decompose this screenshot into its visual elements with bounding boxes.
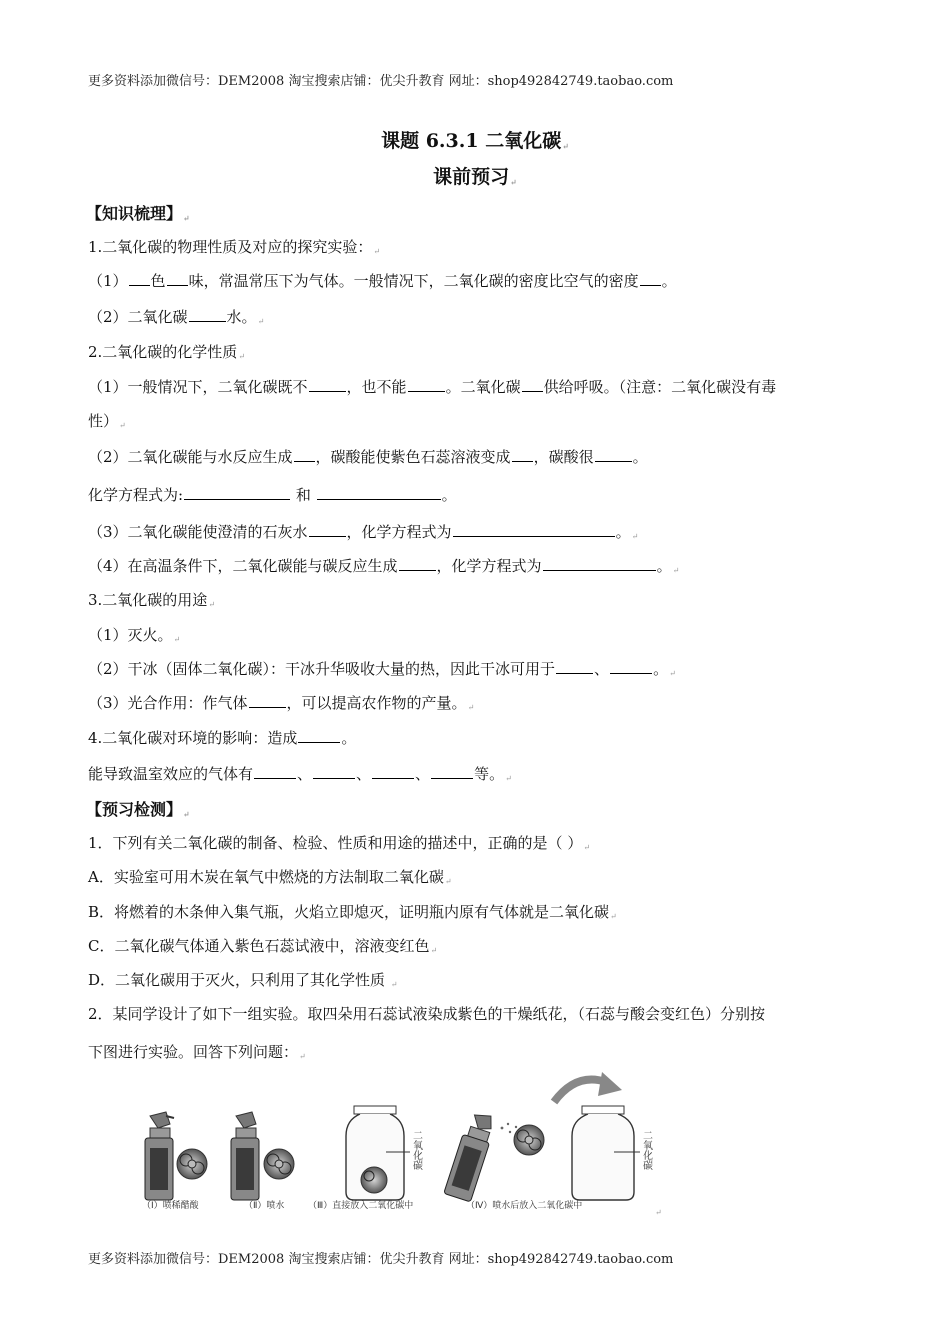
answer-blank[interactable] <box>556 660 593 674</box>
question-1-option-b: B．将燃着的木条伸入集气瓶，火焰立即熄灭，证明瓶内原有气体就是二氧化碳↵ <box>88 903 617 921</box>
answer-blank[interactable] <box>522 378 543 392</box>
answer-blank[interactable] <box>254 765 296 779</box>
page-subtitle: 课前预习↵ <box>433 166 517 188</box>
question-1-option-d: D．二氧化碳用于灭火，只利用了其化学性质 ↵ <box>88 971 398 989</box>
section-check: 【预习检测】↵ <box>86 800 190 819</box>
answer-blank[interactable] <box>313 765 355 779</box>
curved-arrow-icon <box>554 1072 622 1102</box>
caption-4: （Ⅳ）喷水后放入二氧化碳中 <box>466 1201 583 1211</box>
answer-blank[interactable] <box>298 729 340 743</box>
answer-blank[interactable] <box>595 448 632 462</box>
spray-bottle-icon <box>231 1112 259 1200</box>
answer-blank[interactable] <box>249 694 286 708</box>
paper-flower-icon <box>264 1149 294 1179</box>
caption-2: （Ⅱ）喷水 <box>244 1201 285 1211</box>
line-12: （1）灭火。↵ <box>88 626 181 644</box>
page-header: 更多资料添加微信号：DEM2008 淘宝搜索店铺：优尖升教育 网址：shop492842749.taobao.com <box>88 74 674 89</box>
question-2-line-1: 2．某同学设计了如下一组实验。取四朵用石蕊试液染成紫色的干燥纸花，（石蕊与酸会变红色）分别按 <box>88 1005 766 1023</box>
section-knowledge: 【知识梳理】↵ <box>86 204 190 223</box>
paper-flower-icon <box>177 1149 207 1179</box>
line-15: 4.二氧化碳对环境的影响：造成 。 <box>88 729 357 747</box>
paragraph-mark: ↵ <box>655 1208 662 1217</box>
caption-3: （Ⅲ）直接放入二氧化碳中 <box>308 1201 414 1211</box>
paper-flower-icon <box>514 1125 544 1155</box>
line-14: （3）光合作用：作气体 ，可以提高农作物的产量。↵ <box>88 694 475 712</box>
answer-blank[interactable] <box>167 272 188 286</box>
answer-blank[interactable] <box>189 308 226 322</box>
line-4: 2.二氧化碳的化学性质↵ <box>88 343 246 361</box>
answer-blank[interactable] <box>372 765 414 779</box>
line-10: （4）在高温条件下，二氧化碳能与碳反应生成 ，化学方程式为 。↵ <box>88 557 680 575</box>
question-1-stem: 1．下列有关二氧化碳的制备、检验、性质和用途的描述中，正确的是（ ）↵ <box>88 834 591 852</box>
spray-bottle-icon <box>444 1110 498 1202</box>
answer-blank[interactable] <box>317 486 441 500</box>
line-11: 3.二氧化碳的用途↵ <box>88 591 216 609</box>
line-13: （2）干冰（固体二氧化碳）：干冰升华吸收大量的热，因此干冰可用于 、 。↵ <box>88 660 676 678</box>
line-6: 性）↵ <box>88 412 126 430</box>
answer-blank[interactable] <box>309 378 346 392</box>
spray-bottle-icon <box>145 1112 174 1200</box>
answer-blank[interactable] <box>408 378 445 392</box>
line-2: （1） 色 味，常温常压下为气体。一般情况下，二氧化碳的密度比空气的密度 。 <box>88 272 677 290</box>
answer-blank[interactable] <box>543 557 656 571</box>
line-9: （3）二氧化碳能使澄清的石灰水 ，化学方程式为 。↵ <box>88 523 639 541</box>
answer-blank[interactable] <box>294 448 315 462</box>
question-1-option-c: C．二氧化碳气体通入紫色石蕊试液中，溶液变红色↵ <box>88 937 438 955</box>
gas-jar-icon <box>346 1106 410 1200</box>
spray-mist-icon <box>501 1123 518 1133</box>
line-1: 1.二氧化碳的物理性质及对应的探究实验：↵ <box>88 238 381 256</box>
line-7: （2）二氧化碳能与水反应生成 ，碳酸能使紫色石蕊溶液变成 ，碳酸很 。 <box>88 448 648 466</box>
jar-label: 二氧化碳 <box>640 1130 652 1170</box>
answer-blank[interactable] <box>309 523 346 537</box>
answer-blank[interactable] <box>184 486 290 500</box>
line-5: （1）一般情况下，二氧化碳既不 ，也不能 。二氧化碳 供给呼吸。（注意：二氧化碳没有毒 <box>88 378 777 396</box>
caption-1: （Ⅰ）喷稀醋酸 <box>142 1201 199 1211</box>
answer-blank[interactable] <box>129 272 150 286</box>
question-1-option-a: A．实验室可用木炭在氧气中燃烧的方法制取二氧化碳↵ <box>88 868 452 886</box>
answer-blank[interactable] <box>610 660 652 674</box>
jar-label: 二氧化碳 <box>410 1130 422 1170</box>
page-title: 课题 6.3.1 二氧化碳↵ <box>381 130 569 152</box>
answer-blank[interactable] <box>431 765 473 779</box>
question-2-line-2: 下图进行实验。回答下列问题：↵ <box>88 1043 306 1061</box>
gas-jar-icon <box>572 1106 640 1200</box>
page-footer: 更多资料添加微信号：DEM2008 淘宝搜索店铺：优尖升教育 网址：shop492842749.taobao.com <box>88 1252 674 1267</box>
line-16: 能导致温室效应的气体有 、 、 、 等。↵ <box>88 765 512 783</box>
line-3: （2）二氧化碳 水。↵ <box>88 308 265 326</box>
line-8: 化学方程式为: 和 。 <box>88 486 457 504</box>
answer-blank[interactable] <box>453 523 615 537</box>
experiment-figure <box>136 1068 666 1218</box>
answer-blank[interactable] <box>399 557 436 571</box>
answer-blank[interactable] <box>640 272 661 286</box>
answer-blank[interactable] <box>512 448 533 462</box>
